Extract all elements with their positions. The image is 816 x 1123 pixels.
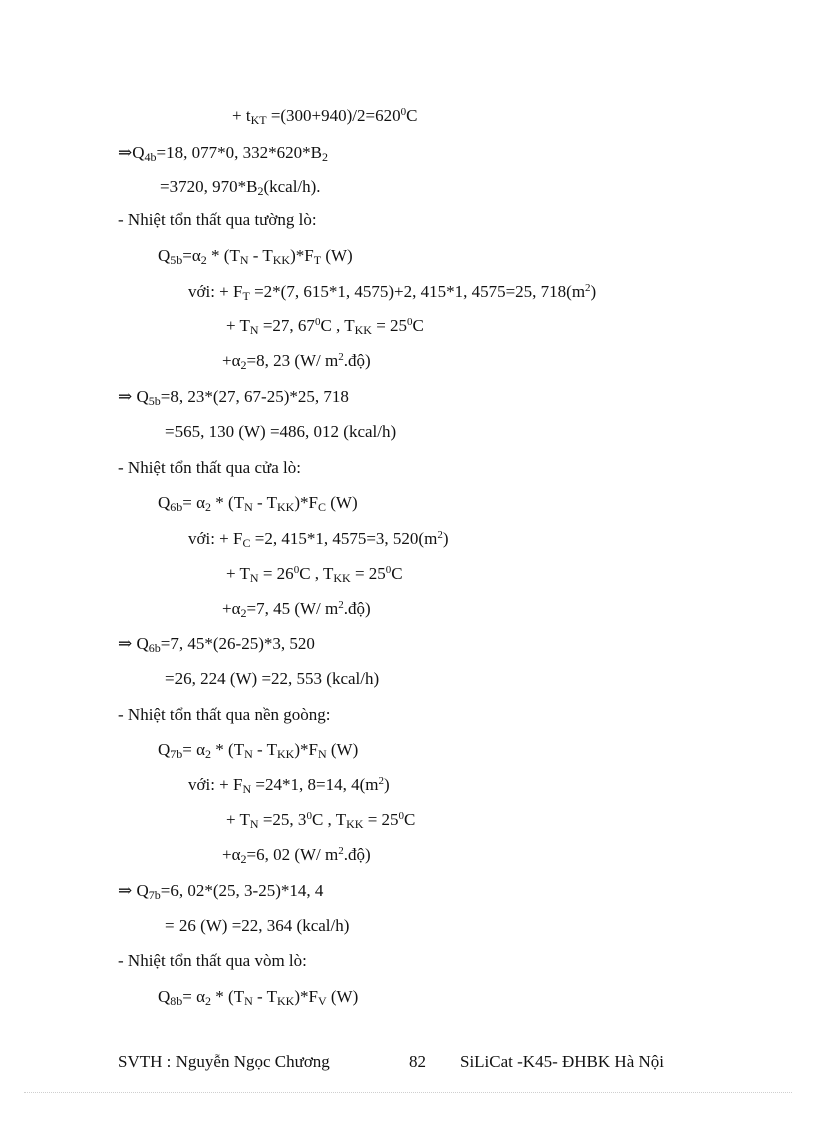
text-line: =26, 224 (W) =22, 553 (kcal/h) [165,669,380,688]
text-line: ⇒ $Q_{6b}=7$, 45*(26-25)*3, 520 [118,634,315,655]
text-line: $Q_{7b}= \alpha_2 * (T_N - T_{KK})*F_N$ (W) [158,740,359,761]
text-line: $Q_{6b}= \alpha_2 * (T_N - T_{KK})*F_C$ (W) [158,493,358,514]
text-line: - Nhiệt tổn thất qua cửa lò: [118,458,301,477]
text-line: với: + $F_C =2$, 415*1, 4575=3, $520(m^2)$ [188,529,449,550]
text-line: =3720, $970*B_2(kcal/h)$. [160,177,321,198]
text-line: $Q_{5b}=\alpha_2 * (T_N - T_{KK})*F_T$ (W) [158,246,353,267]
footer-institution: SiLiCat -K45- ĐHBK Hà Nội [460,1052,664,1071]
text-line: = 26 (W) =22, 364 (kcal/h) [165,916,350,935]
footer-author: SVTH : Nguyễn Ngọc Chương [118,1052,330,1071]
text-line: ⇒ $Q_{5b}=8$, 23*(27, 67-25)*25, 718 [118,387,349,408]
text-line: $+\alpha_2=6$, 02 (W/ $m^2.độ$) [222,845,371,866]
text-line: + $T_N = 26^0C$ , $T_{KK} = 25^0C$ [226,564,403,585]
text-line: - Nhiệt tổn thất qua tường lò: [118,210,317,229]
text-line: $+\alpha_2=8$, 23 (W/ $m^2.độ$) [222,351,371,372]
text-line: $Q_{8b}= \alpha_2 * (T_N - T_{KK})*F_V$ (W) [158,987,359,1008]
text-line: + $T_N =27$, $67^0C$ , $T_{KK} = 25^0C$ [226,316,424,337]
footer-page-number: 82 [409,1052,426,1071]
text-line: $\Rightarrow Q_{4b}=18$, 077*0, $332*620*B_2$ [118,143,328,164]
text-line: ⇒ $Q_{7b}=6$, 02*(25, 3-25)*14, 4 [118,881,324,902]
text-line: - Nhiệt tổn thất qua nền goòng: [118,705,331,724]
page-bottom-rule [24,1092,792,1093]
text-line: với: + $F_N =24*1$, 8=14, $4(m^2)$ [188,775,390,796]
text-line: $+\alpha_2=7$, 45 (W/ $m^2.độ$) [222,599,371,620]
text-line: + $T_N =25$, $3^0C$ , $T_{KK} = 25^0C$ [226,810,416,831]
text-line: =565, 130 (W) =486, 012 (kcal/h) [165,422,397,441]
text-line: + $t_{KT} =(300+940)/2=620^0C$ [232,106,418,127]
text-line: - Nhiệt tổn thất qua vòm lò: [118,951,307,970]
text-line: với: + $F_T =2*(7$, 615*1, 4575)+2, 415*1, 4575=25, $718(m^2)$ [188,282,597,303]
